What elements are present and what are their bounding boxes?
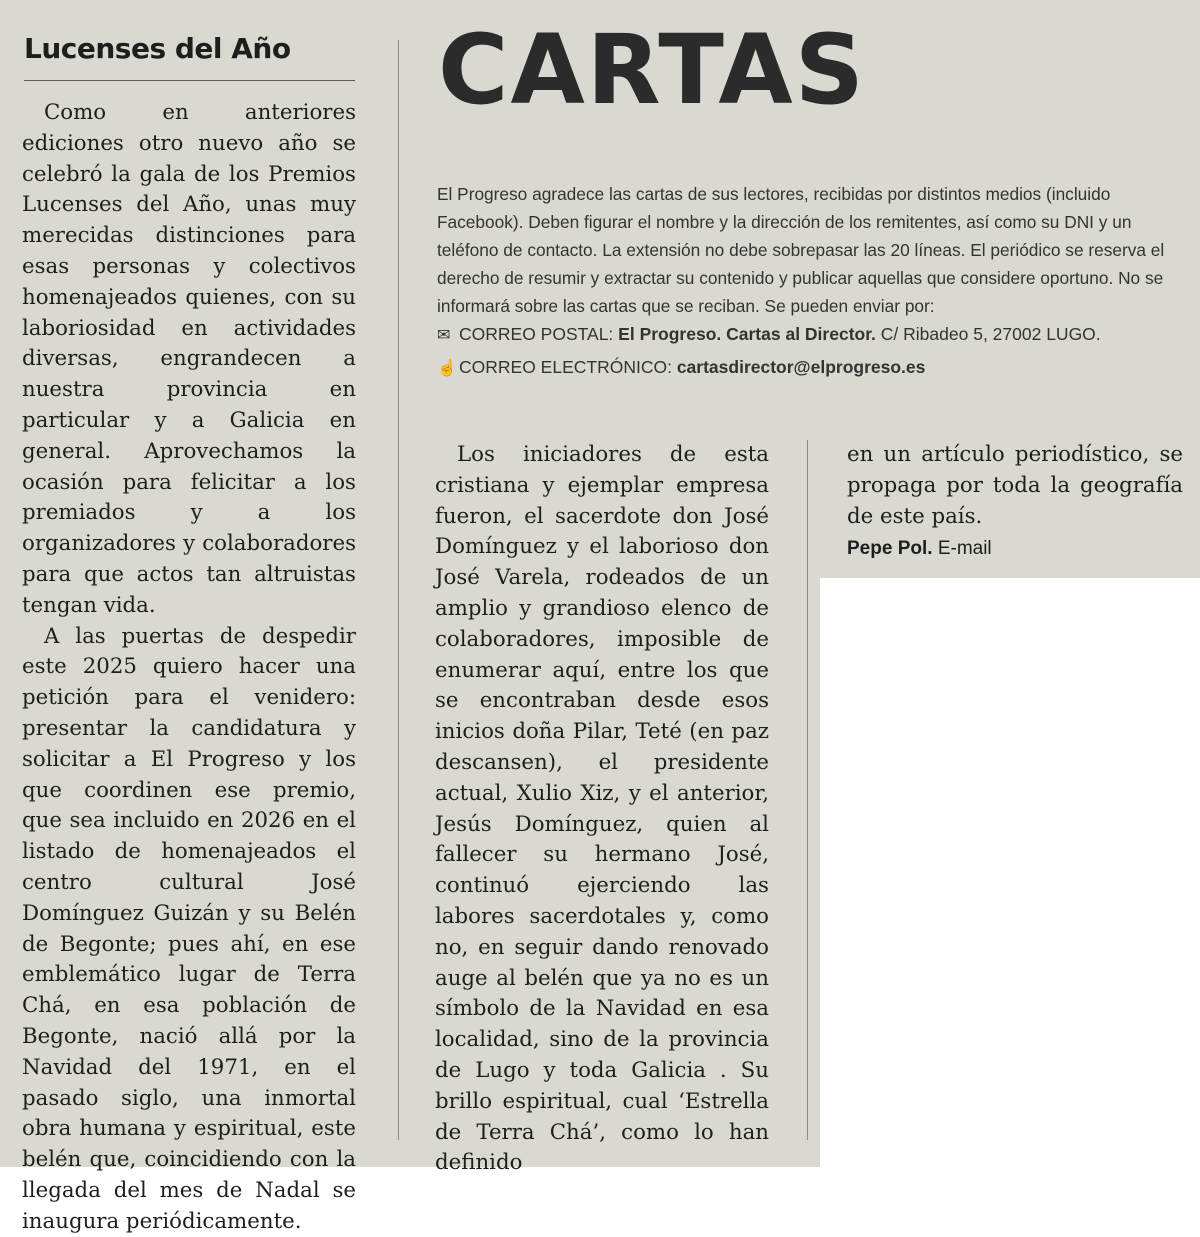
column-divider-right [807, 440, 808, 1140]
letter-paragraph-2: A las puertas de despedir este 2025 quiero hacer una petición para el venidero: presentar la candidatura y solicitar a El Progreso y los que coordinen ese premio, que sea incluido en 2026 en el listado de homenajeados el centro cultural José Domínguez Guizán y su Belén de Begonte; pues ahí, en ese emblemático lugar de Terra Chá, en esa población de Begonte, nació allá por la Navidad del 1971, en el pasado siglo, una inmortal obra humana y espiritual, este belén que, coincidiendo con la llegada del mes de Nadal se inaugura periódicamente. [22, 623, 356, 1234]
section-title: Lucenses del Año [24, 32, 291, 65]
email-address[interactable]: cartasdirector@elprogreso.es [676, 357, 926, 377]
letter-column-2 [435, 440, 769, 1179]
title-rule [24, 80, 355, 81]
masthead-title: CARTAS [438, 14, 866, 126]
author-name: Pepe Pol. [847, 538, 933, 560]
letter-column-3 [847, 440, 1183, 565]
letter-paragraph-3: Los iniciadores de esta cristiana y ejemplar empresa fueron, el sacerdote don José Domínguez y el laborioso don José Varela, rodeados de un amplio y grandioso elenco de colaboradores, imposible de enumerar aquí, entre los que se encontraban desde esos inicios doña Pilar, Teté (en paz descansen), el presidente actual, Xulio Xiz, y el anterior, Jesús Domínguez, quien al fallecer su hermano José, continuó ejerciendo las labores sacerdotales y, como no, en seguir dando renovado auge al belén que ya no es un símbolo de la Navidad en esa localidad, sino de la provincia de Lugo y toda Galicia . Su brillo espiritual, cual ‘Estrella de Terra Chá’, como lo han definido [435, 442, 769, 1176]
signature [847, 534, 1183, 565]
postal-label: CORREO POSTAL: [459, 324, 614, 344]
submission-notice [437, 180, 1177, 320]
notice-text: El Progreso agradece las cartas de sus lectores, recibidas por distintos medios (incluido Facebook). Deben figurar el nombre y la dirección de los remitentes, así como su DNI y un teléfono de contacto. La extensión no debe sobrepasar las 20 líneas. El periódico se reserva el derecho de resumir y extractar su contenido y publicar aquellas que considere oportuno. No se informará sobre las cartas que se reciban. Se pueden enviar por: [437, 184, 1165, 316]
postal-contact [437, 324, 1197, 345]
blank-area [820, 578, 1200, 1167]
postal-address: C/ Ribadeo 5, 27002 LUGO. [880, 324, 1101, 344]
letter-paragraph-3-continued: en un artículo periodístico, se propaga por toda la geografía de este país. [847, 442, 1183, 529]
pointing-hand-icon: ☝ [437, 360, 457, 377]
letter-column-1 [22, 98, 356, 1237]
letter-source: E-mail [937, 538, 992, 560]
postal-name: El Progreso. Cartas al Director. [618, 324, 876, 344]
letter-paragraph-1: Como en anteriores ediciones otro nuevo año se celebró la gala de los Premios Lucenses del Año, unas muy merecidas distinciones para esas personas y colectivos homenajeados quienes, con su laboriosidad en actividades diversas, engrandecen a nuestra provincia en particular y a Galicia en general. Aprovechamos la ocasión para felicitar a los premiados y a los organizadores y colaboradores para que actos tan altruistas tengan vida. [22, 100, 356, 618]
column-divider-left [398, 40, 399, 1140]
email-label: CORREO ELECTRÓNICO: [459, 357, 672, 377]
envelope-icon: ✉ [437, 327, 451, 344]
email-contact [437, 357, 1197, 378]
